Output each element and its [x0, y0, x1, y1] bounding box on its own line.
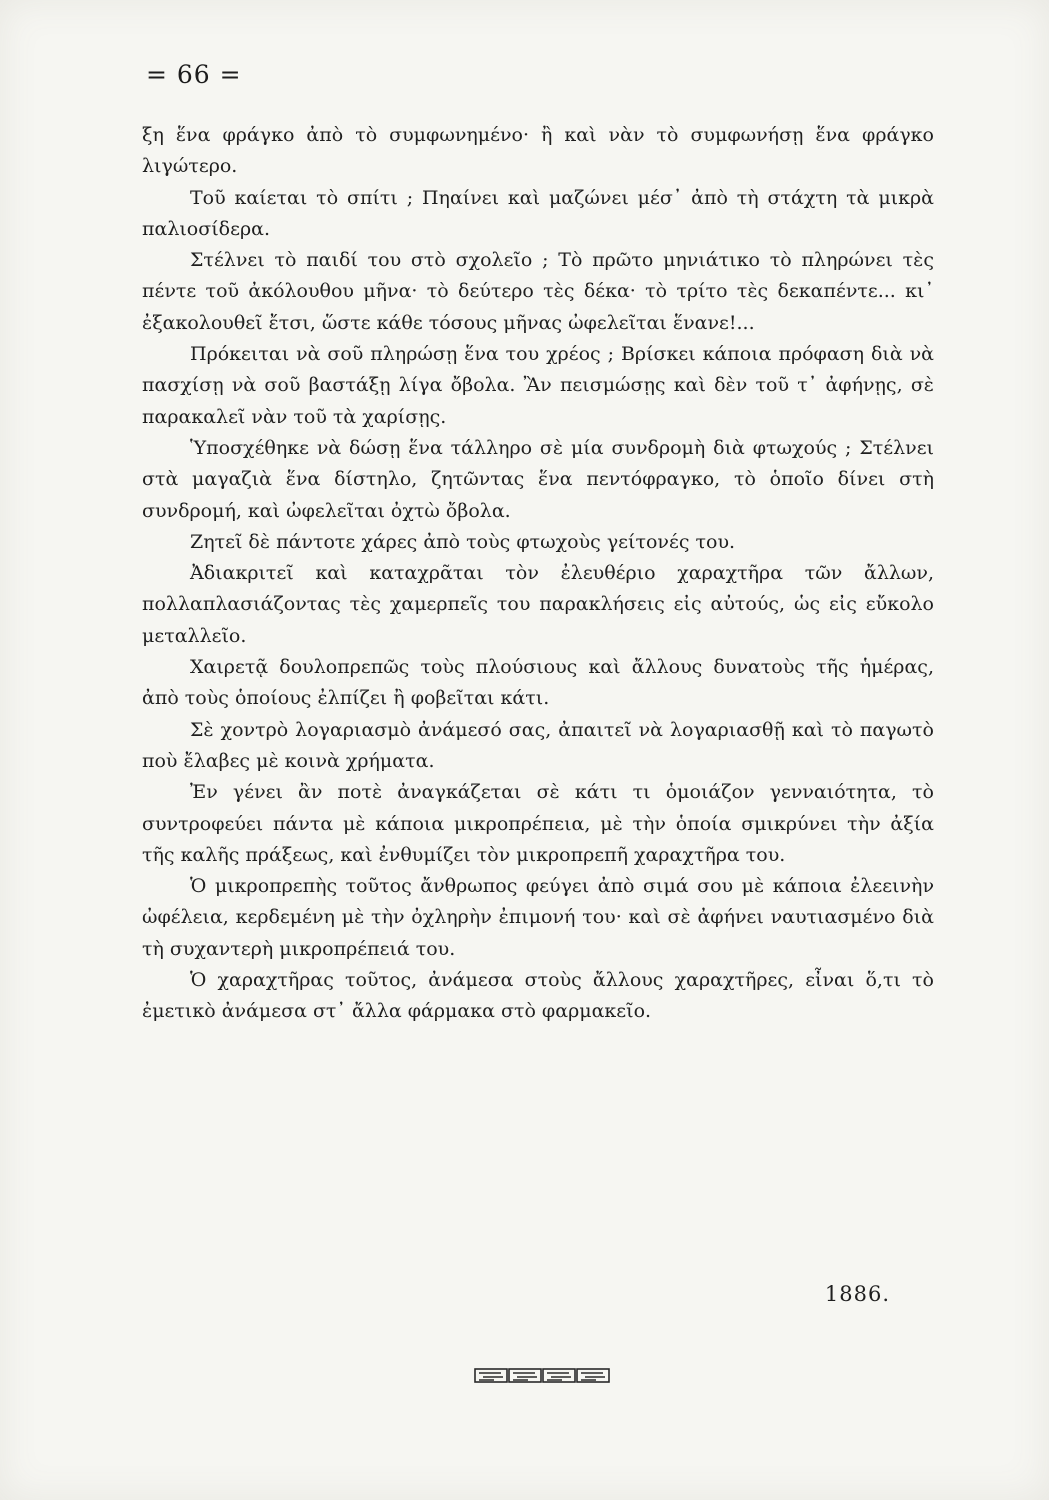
paragraph: Ὁ χαραχτῆρας τοῦτος, ἀνάμεσα στοὺς ἄλλους χαραχτῆρες, εἶναι ὅ,τι τὸ ἐμετικὸ ἀνάμεσα στ᾽ ἄλλα φάρμακα στὸ φαρμακεῖο.	[142, 969, 934, 1023]
paragraph: Πρόκειται νὰ σοῦ πληρώσῃ ἕνα του χρέος ; Βρίσκει κάποια πρόφαση διὰ νὰ πασχίσῃ νὰ σοῦ βαστάξῃ λίγα ὄβολα. Ἂν πεισμώσῃς καὶ δὲν τοῦ τ᾽ ἀφήνῃς, σὲ παρακαλεῖ νὰν τοῦ τὰ χαρίσῃς.	[142, 343, 934, 428]
date-line: 1886.	[824, 1282, 890, 1306]
paragraph: Ἀδιακριτεῖ καὶ καταχρᾶται τὸν ἐλευθέριο χαραχτῆρα τῶν ἄλλων, πολλαπλασιάζοντας τὲς χαμερπεῖς του παρακλήσεις εἰς αὐτούς, ὡς εἰς εὔκολο μεταλλεῖο.	[142, 562, 934, 647]
paragraph: Ὑποσχέθηκε νὰ δώσῃ ἕνα τάλληρο σὲ μία συνδρομὴ διὰ φτωχούς ; Στέλνει στὰ μαγαζιὰ ἕνα δίστηλο, ζητῶντας ἕνα πεντόφραγκο, τὸ ὁποῖο δίνει στὴ συνδρομή, καὶ ὠφελεῖται ὀχτὼ ὄβολα.	[142, 436, 934, 522]
paragraph: Χαιρετᾷ δουλοπρεπῶς τοὺς πλούσιους καὶ ἄλλους δυνατοὺς τῆς ἡμέρας, ἀπὸ τοὺς ὁποίους ἐλπίζει ἢ φοβεῖται κάτι.	[142, 656, 934, 710]
body-text	[142, 120, 934, 1028]
paragraph: Ζητεῖ δὲ πάντοτε χάρες ἀπὸ τοὺς φτωχοὺς γείτονές του.	[190, 530, 736, 553]
paragraph: Σὲ χοντρὸ λογαριασμὸ ἀνάμεσό σας, ἀπαιτεῖ νὰ λογαριασθῇ καὶ τὸ παγωτὸ ποὺ ἔλαβες μὲ κοινὰ χρήματα.	[142, 718, 934, 772]
paragraph: Ἐν γένει ἂν ποτὲ ἀναγκάζεται σὲ κάτι τι ὁμοιάζον γενναιότητα, τὸ συντροφεύει πάντα μὲ κάποια μικροπρέπεια, μὲ τὴν ὁποία σμικρύνει τὴν ἀξία τῆς καλῆς πράξεως, καὶ ἐνθυμίζει τὸν μικροπρεπῆ χαραχτῆρα του.	[142, 781, 934, 866]
decorative-ornament-icon	[474, 1367, 610, 1385]
paragraph: ξη ἕνα φράγκο ἀπὸ τὸ συμφωνημένο· ἢ καὶ νὰν τὸ συμφωνήσῃ ἕνα φράγκο λιγώτερο.	[142, 124, 934, 178]
page-number: = 66 =	[146, 60, 242, 89]
paragraph: Τοῦ καίεται τὸ σπίτι ; Πηαίνει καὶ μαζώνει μέσ᾽ ἀπὸ τὴ στάχτη τὰ μικρὰ παλιοσίδερα.	[142, 186, 934, 240]
paragraph: Στέλνει τὸ παιδί του στὸ σχολεῖο ; Τὸ πρῶτο μηνιάτικο τὸ πληρώνει τὲς πέντε τοῦ ἀκόλουθου μῆνα· τὸ δεύτερο τὲς δέκα· τὸ τρίτο τὲς δεκαπέντε... κι᾽ ἐξακολουθεῖ ἔτσι, ὥστε κάθε τόσους μῆνας ὠφελεῖται ἕνανε!...	[142, 249, 934, 334]
paragraph: Ὁ μικροπρεπὴς τοῦτος ἄνθρωπος φεύγει ἀπὸ σιμά σου μὲ κάποια ἐλεεινὴν ὠφέλεια, κερδεμένη μὲ τὴν ὀχληρὴν ἐπιμονή του· καὶ σὲ ἀφήνει ναυτιασμένο διὰ τὴ συχαντερὴ μικροπρέπειά του.	[142, 875, 934, 960]
